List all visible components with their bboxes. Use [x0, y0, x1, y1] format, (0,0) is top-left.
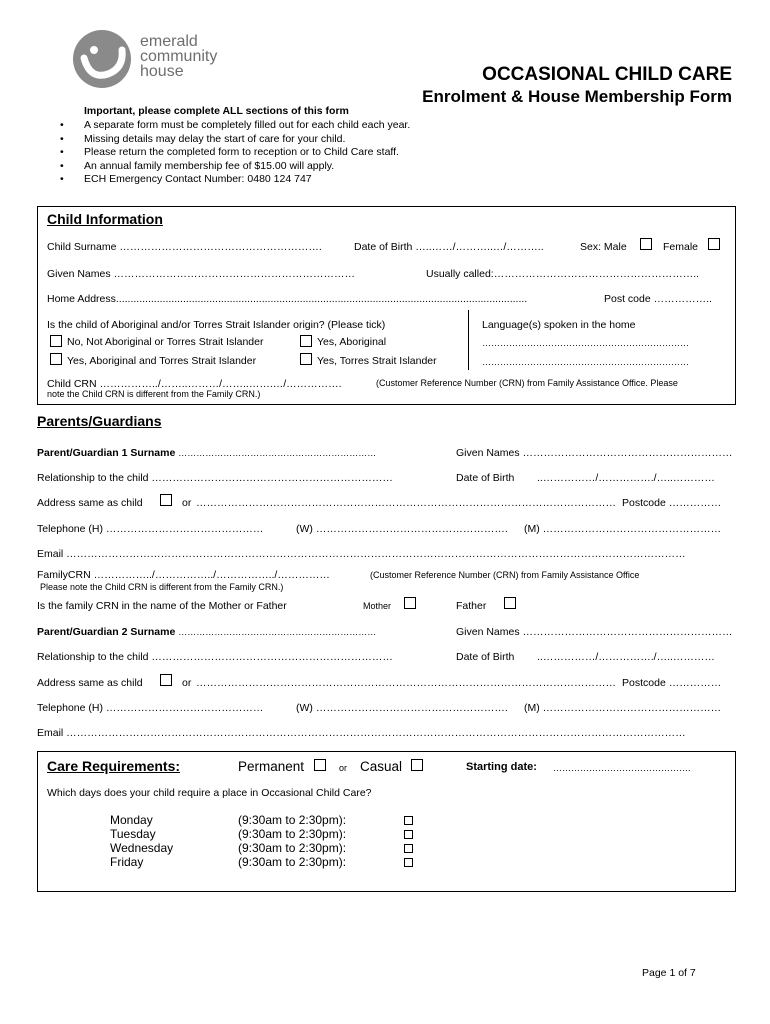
day-friday: Friday — [110, 855, 144, 869]
child-crn-field[interactable]: Child CRN ……………../……..………/……..…….…/……………. — [47, 378, 342, 390]
important-item: • ECH Emergency Contact Number: 0480 124 747 — [84, 173, 410, 187]
origin-aboriginal-label: Yes, Aboriginal — [317, 336, 387, 348]
family-crn-note-2: Please note the Child CRN is different from the Family CRN.) — [40, 582, 284, 592]
tuesday-checkbox[interactable] — [404, 830, 413, 839]
parent1-given-field[interactable]: Given Names …………………………………………………… — [456, 447, 733, 459]
day-wednesday: Wednesday — [110, 841, 174, 855]
crn-name-question: Is the family CRN in the name of the Mother or Father — [37, 600, 287, 612]
divider — [468, 310, 469, 370]
important-item: • Missing details may delay the start of care for your child. — [84, 133, 410, 147]
female-label: Female — [663, 241, 699, 253]
parent2-address-field[interactable]: ………………………………………………………………………………………………………… — [196, 677, 616, 689]
child-info-heading: Child Information — [47, 211, 163, 227]
wednesday-checkbox[interactable] — [404, 844, 413, 853]
origin-both-checkbox[interactable] — [50, 353, 62, 365]
child-address-field[interactable]: Home Address............................................................................................................................................. — [47, 293, 528, 305]
parent2-or: or — [182, 677, 192, 689]
day-tuesday: Tuesday — [110, 827, 156, 841]
important-item: • Please return the completed form to reception or to Child Care staff. — [84, 146, 410, 160]
parent2-address-same-checkbox[interactable] — [160, 674, 172, 686]
permanent-label: Permanent — [238, 759, 305, 774]
parent2-relationship-field[interactable]: Relationship to the child …………………………………………………………… — [37, 651, 393, 663]
language-label: Language(s) spoken in the home — [482, 319, 636, 331]
days-question: Which days does your child require a place in Occasional Child Care? — [47, 787, 372, 799]
important-heading: Important, please complete ALL sections of this form — [84, 105, 349, 117]
parent1-tel-work[interactable]: (W) ………………………………………………. — [296, 523, 508, 535]
day-monday: Monday — [110, 813, 153, 827]
time-friday: (9:30am to 2:30pm): — [238, 855, 347, 869]
mother-checkbox[interactable] — [404, 597, 416, 609]
parent2-surname-label: Parent/Guardian 2 Surname — [37, 626, 176, 638]
father-checkbox[interactable] — [504, 597, 516, 609]
logo-text-3: house — [140, 63, 184, 80]
female-checkbox[interactable] — [708, 238, 720, 250]
parent2-postcode-field[interactable]: Postcode …………… — [622, 677, 722, 689]
care-heading: Care Requirements: — [47, 758, 181, 774]
parent2-address-same-label: Address same as child — [37, 677, 143, 689]
starting-date-field[interactable]: ………………………………………. — [553, 763, 691, 773]
logo-text-2: community — [140, 48, 218, 65]
logo-icon — [70, 28, 136, 90]
origin-question: Is the child of Aboriginal and/or Torres Strait Islander origin? (Please tick) — [47, 319, 386, 331]
origin-aboriginal-checkbox[interactable] — [300, 335, 312, 347]
parent1-address-same-label: Address same as child — [37, 497, 143, 509]
origin-tsi-checkbox[interactable] — [300, 353, 312, 365]
casual-checkbox[interactable] — [411, 759, 423, 771]
father-label: Father — [456, 600, 487, 612]
friday-checkbox[interactable] — [404, 858, 413, 867]
child-called-field[interactable]: Usually called:………………………………………………….. — [426, 268, 700, 280]
child-crn-note-2: note the Child CRN is different from the Family CRN.) — [47, 389, 261, 399]
language-field-1[interactable]: …………………………………………………………… — [482, 338, 689, 348]
parent1-surname-label: Parent/Guardian 1 Surname — [37, 447, 176, 459]
important-list — [84, 119, 410, 187]
parent1-surname-row[interactable] — [37, 447, 376, 459]
time-wednesday: (9:30am to 2:30pm): — [238, 841, 347, 855]
parent1-postcode-field[interactable]: Postcode …………… — [622, 497, 722, 509]
page-number: Page 1 of 7 — [642, 967, 696, 979]
important-item: • An annual family membership fee of $15.00 will apply. — [84, 160, 410, 174]
parent2-email[interactable]: Email …………………………………………………………………………………………………………………………………………………………… — [37, 727, 686, 739]
family-crn-note: (Customer Reference Number (CRN) from Family Assistance Office — [370, 570, 640, 580]
time-tuesday: (9:30am to 2:30pm): — [238, 827, 347, 841]
logo — [70, 28, 240, 90]
parents-heading: Parents/Guardians — [37, 413, 162, 429]
parent1-or: or — [182, 497, 192, 509]
starting-date-label: Starting date: — [466, 761, 537, 773]
child-given-names-field[interactable]: Given Names …………………………………………………………… — [47, 268, 356, 280]
parent1-address-field[interactable]: ………………………………………………………………………………………………………… — [196, 497, 616, 509]
child-crn-note: (Customer Reference Number (CRN) from Family Assistance Office. Please — [376, 378, 678, 388]
parent2-surname-field[interactable]: ………………………………………………………… — [178, 627, 377, 637]
parent1-surname-field[interactable]: ………………………………………………………… — [178, 448, 377, 458]
parent1-address-same-checkbox[interactable] — [160, 494, 172, 506]
parent2-tel-home[interactable]: Telephone (H) ……………………………………… — [37, 702, 264, 714]
page-subtitle: Enrolment & House Membership Form — [422, 87, 732, 106]
origin-no-label: No, Not Aboriginal or Torres Strait Islander — [67, 336, 264, 348]
parent1-tel-mobile[interactable]: (M) …………………………………………… — [524, 523, 722, 535]
parent2-given-field[interactable]: Given Names …………………………………………………… — [456, 626, 733, 638]
parent2-surname-row[interactable] — [37, 626, 376, 638]
mother-label: Mother — [363, 601, 392, 611]
day-list — [110, 813, 173, 869]
parent2-tel-work[interactable]: (W) ………………………………………………. — [296, 702, 508, 714]
important-item: • A separate form must be completely filled out for each child each year. — [84, 119, 410, 133]
origin-tsi-label: Yes, Torres Strait Islander — [317, 355, 437, 367]
parent2-dob-field[interactable]: ..……………/……………./…..………… — [537, 651, 715, 663]
parent1-tel-home[interactable]: Telephone (H) ……………………………………… — [37, 523, 264, 535]
time-monday: (9:30am to 2:30pm): — [238, 813, 347, 827]
permanent-checkbox[interactable] — [314, 759, 326, 771]
casual-label: Casual — [360, 759, 403, 774]
parent2-tel-mobile[interactable]: (M) …………………………………………… — [524, 702, 722, 714]
sex-label: Sex: Male — [580, 241, 627, 253]
parent2-dob-label: Date of Birth — [456, 651, 515, 663]
logo-text-1: emerald — [140, 33, 198, 50]
male-checkbox[interactable] — [640, 238, 652, 250]
care-or: or — [339, 763, 348, 773]
parent1-dob-label: Date of Birth — [456, 472, 515, 484]
child-info-section — [37, 206, 736, 405]
origin-both-label: Yes, Aboriginal and Torres Strait Islander — [67, 355, 257, 367]
child-postcode-field[interactable]: Post code …………….. — [604, 293, 712, 305]
parent1-email[interactable]: Email …………………………………………………………………………………………………………………………………………………………… — [37, 548, 686, 560]
parent1-dob-field[interactable]: ..……………/……………./…..………… — [537, 472, 715, 484]
page-title: OCCASIONAL CHILD CARE — [482, 64, 732, 85]
parent1-relationship-field[interactable]: Relationship to the child …………………………………………………………… — [37, 472, 393, 484]
family-crn-field[interactable]: FamilyCRN ……………../……………../……………../…………… — [37, 569, 330, 581]
language-field-2[interactable]: …………………………………………………………… — [482, 357, 689, 367]
origin-no-checkbox[interactable] — [50, 335, 62, 347]
child-surname-field[interactable]: Child Surname …………………………………………………. — [47, 241, 322, 253]
monday-checkbox[interactable] — [404, 816, 413, 825]
child-dob-field[interactable]: Date of Birth …..……/………..…/……….. — [354, 241, 544, 253]
time-list — [238, 813, 346, 869]
